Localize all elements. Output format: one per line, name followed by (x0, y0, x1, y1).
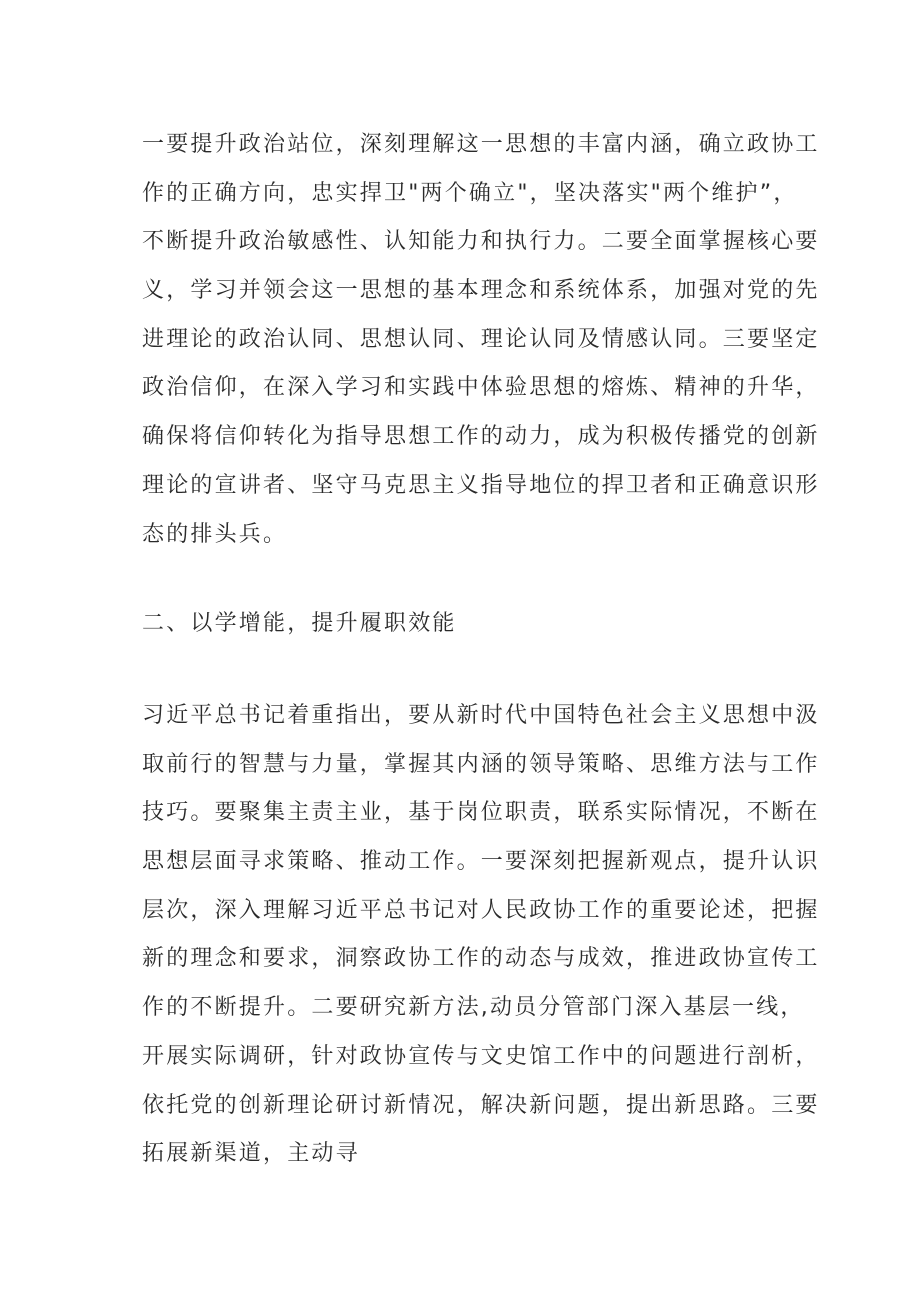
section-heading (142, 600, 792, 649)
text-line: 政治信仰，在深入学习和实践中体验思想的熔炼、精神的升华， (142, 375, 820, 401)
paragraph-political-stance (142, 121, 820, 559)
text-line: 不断提升政治敏感性、认知能力和执行力。二要全面掌握核心要 (142, 229, 820, 255)
text-line: 新的理念和要求，洞察政协工作的动态与成效，推进政协宣传工 (142, 946, 820, 972)
section-title: 二、以学增能，提升履职效能 (142, 611, 457, 636)
text-line: 技巧。要聚集主责主业，基于岗位职责，联系实际情况，不断在 (142, 800, 820, 826)
text-line: 层次，深入理解习近平总书记对人民政协工作的重要论述，把握 (142, 897, 820, 923)
text-line: 一要提升政治站位，深刻理解这一思想的丰富内涵，确立政协工 (142, 132, 820, 157)
text-line: 习近平总书记着重指出，要从新时代中国特色社会主义思想中汲 (142, 703, 820, 728)
text-line: 确保将信仰转化为指导思想工作的动力，成为积极传播党的创新 (142, 424, 820, 450)
paragraph-learning-capability (142, 692, 820, 1179)
text-line: 思想层面寻求策略、推动工作。一要深刻把握新观点，提升认识 (142, 849, 820, 875)
text-line: 开展实际调研，针对政协宣传与文史馆工作中的问题进行剖析， (142, 1043, 820, 1069)
text-line: 依托党的创新理论研讨新情况，解决新问题，提出新思路。三要 (142, 1092, 820, 1118)
text-line: 作的不断提升。二要研究新方法,动员分管部门深入基层一线， (142, 995, 805, 1021)
text-line: 作的正确方向，忠实捍卫"两个确立"，坚决落实"两个维护”， (142, 180, 798, 206)
text-line: 进理论的政治认同、思想认同、理论认同及情感认同。三要坚定 (142, 326, 820, 352)
text-line: 义，学习并领会这一思想的基本理念和系统体系，加强对党的先 (142, 278, 820, 304)
text-line: 态的排头兵。 (142, 521, 288, 547)
text-line: 理论的宣讲者、坚守马克思主义指导地位的捍卫者和正确意识形 (142, 472, 820, 498)
text-line: 拓展新渠道，主动寻 (142, 1141, 360, 1167)
text-line: 取前行的智慧与力量，掌握其内涵的领导策略、思维方法与工作 (142, 751, 820, 777)
